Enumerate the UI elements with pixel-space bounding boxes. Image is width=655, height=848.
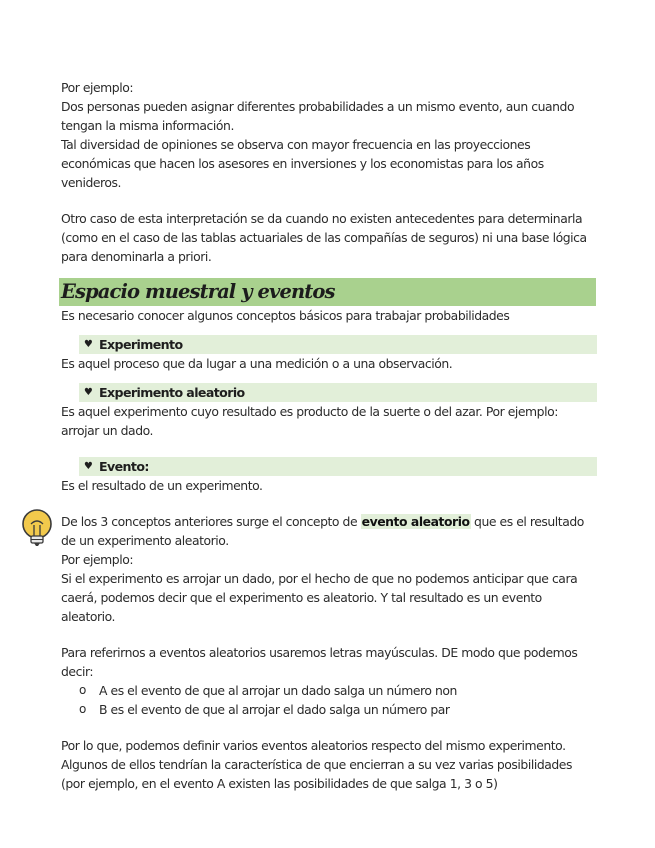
heart-icon: ♥ <box>83 461 93 472</box>
lightbulb-icon <box>20 508 54 550</box>
heart-icon: ♥ <box>83 387 93 398</box>
intro-paragraph-2: Tal diversidad de opiniones se observa con mayor frecuencia en las proyecciones económicas que hacen los asesores en inversiones y los economistas para los años venideros. <box>61 137 544 190</box>
list-item: o B es el evento de que al arrojar el dado salga un número par <box>79 702 450 717</box>
document-page <box>61 78 597 793</box>
list-item: o A es el evento de que al arrojar un dado salga un número non <box>79 683 457 698</box>
section-intro: Es necesario conocer algunos conceptos básicos para trabajar probabilidades <box>61 308 510 323</box>
note-block <box>61 512 597 626</box>
concept-text: Es el resultado de un experimento. <box>61 478 263 493</box>
example-label: Por ejemplo: <box>61 80 134 95</box>
concept-text: Es aquel proceso que da lugar a una medición o a una observación. <box>61 356 453 371</box>
concept-text: Es aquel experimento cuyo resultado es producto de la suerte o del azar. Por ejemplo: arrojar un dado. <box>61 404 558 438</box>
circle-bullet-icon: o <box>79 683 86 697</box>
intro-paragraph-1: Dos personas pueden asignar diferentes probabilidades a un mismo evento, aun cuando tengan la misma información. <box>61 99 575 133</box>
concept-heading-experimento-aleatorio <box>79 383 597 402</box>
concept-heading-experimento <box>79 335 597 354</box>
events-closing: Por lo que, podemos definir varios eventos aleatorios respecto del mismo experimento. Algunos de ellos tendrían la característica de que encierran a su vez varias posibilidades (por ejemplo, en el evento A existen las posibilidades de que salga 1, 3 o 5) <box>61 738 572 791</box>
heart-icon: ♥ <box>83 339 93 350</box>
circle-bullet-icon: o <box>79 702 86 716</box>
concept-title: Evento: <box>99 459 149 474</box>
concept-title: Experimento aleatorio <box>99 385 245 400</box>
events-list <box>61 681 597 719</box>
note-paragraph: De los 3 conceptos anteriores surge el concepto de evento aleatorio que es el resultado de un experimento aleatorio. <box>61 514 584 548</box>
events-intro: Para referirnos a eventos aleatorios usaremos letras mayúsculas. DE modo que podemos decir: <box>61 645 578 679</box>
intro-paragraph-3: Otro caso de esta interpretación se da cuando no existen antecedentes para determinarla (como en el caso de las tablas actuariales de las compañías de seguros) ni una base lógica para denominarla a priori. <box>61 211 587 264</box>
concept-heading-evento <box>79 457 597 476</box>
highlight-term: evento aleatorio <box>361 514 470 529</box>
section-heading: Espacio muestral y eventos <box>59 278 596 306</box>
note-example: Si el experimento es arrojar un dado, por el hecho de que no podemos anticipar que cara caerá, podemos decir que el experimento es aleatorio. Y tal resultado es un evento aleatorio. <box>61 571 578 624</box>
concept-title: Experimento <box>99 337 183 352</box>
note-example-label: Por ejemplo: <box>61 552 134 567</box>
